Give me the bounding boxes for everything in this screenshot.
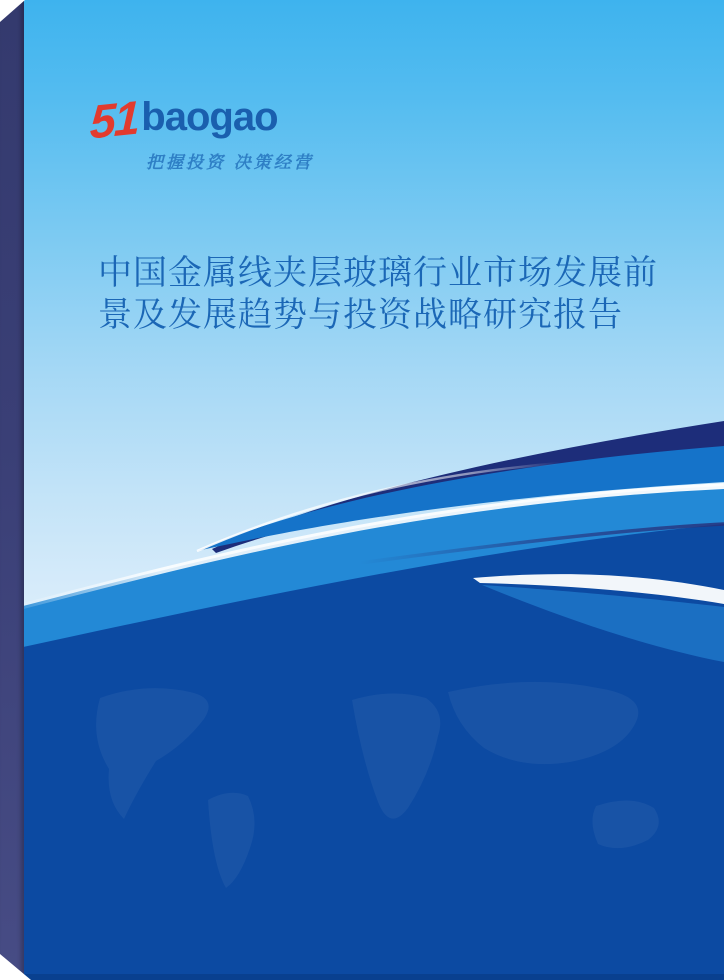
report-title — [98, 252, 678, 336]
logo-wordmark-row — [89, 90, 314, 149]
report-title-line1: 中国金属线夹层玻璃行业市场发展前 — [98, 254, 658, 292]
bottom-edge-shade — [24, 974, 724, 980]
book-spine — [0, 0, 24, 980]
spine-corner-bottom-highlight — [0, 954, 31, 980]
spine-corner-top-highlight — [0, 0, 25, 22]
logo-wordmark: baogao — [141, 95, 278, 139]
logo — [89, 90, 314, 173]
report-title-line2: 景及发展趋势与投资战略研究报告 — [98, 296, 623, 334]
logo-tagline: 把握投资 决策经营 — [146, 153, 314, 172]
logo-51-mark: 51 — [89, 90, 140, 149]
